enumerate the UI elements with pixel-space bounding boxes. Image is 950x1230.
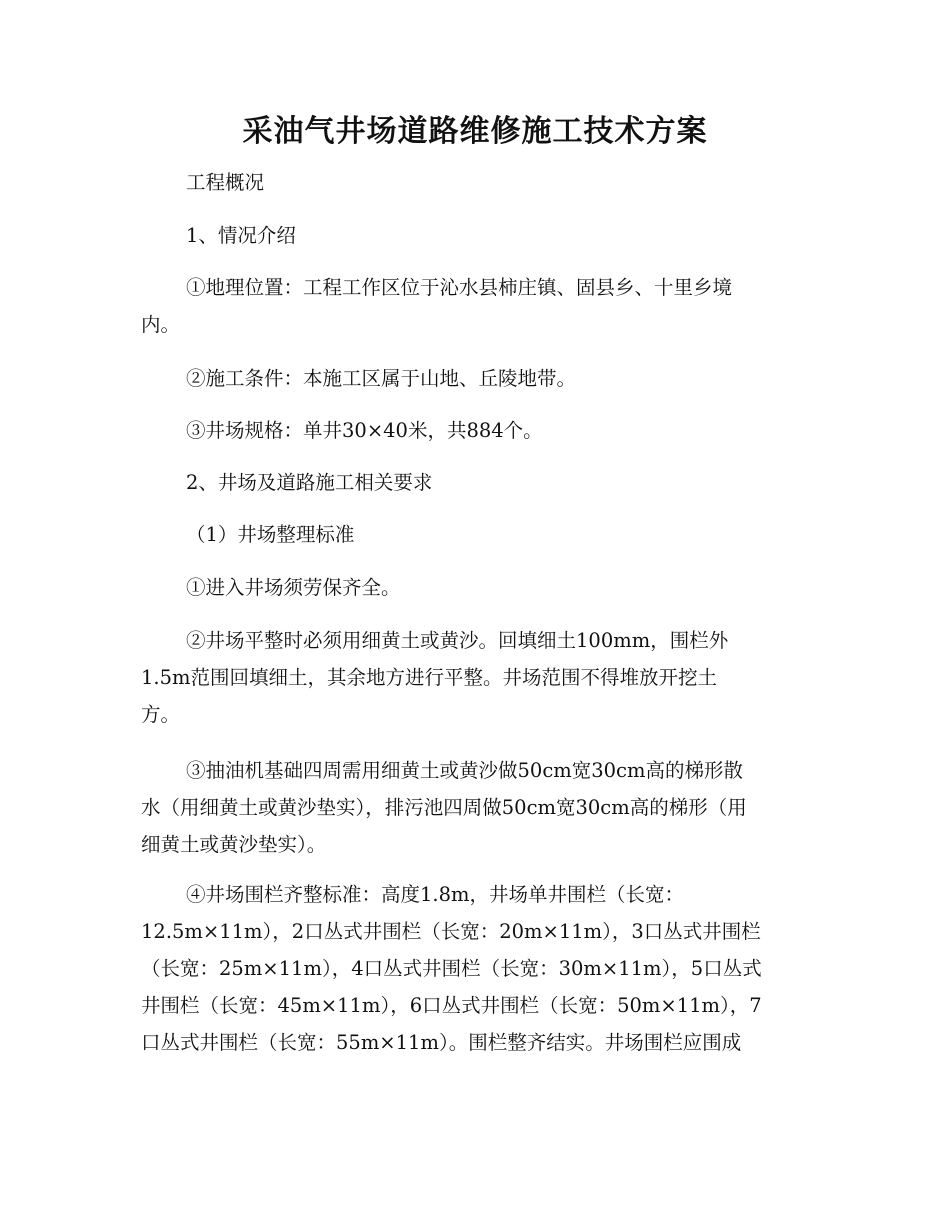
paragraph-location bbox=[141, 269, 811, 343]
item-leveling bbox=[141, 622, 811, 733]
paragraph-conditions: ②施工条件：本施工区属于山地、丘陵地带。 bbox=[186, 367, 577, 390]
paragraph-line: 细黄土或黄沙垫实）。 bbox=[141, 833, 327, 856]
paragraph-line: 1.5m范围回填细土，其余地方进行平整。井场范围不得堆放开挖土 bbox=[141, 666, 718, 689]
heading-overview: 工程概况 bbox=[186, 171, 265, 194]
paragraph-line: ③抽油机基础四周需用细黄土或黄沙做50cm宽30cm高的梯形散 bbox=[186, 759, 743, 782]
paragraph-line: 水（用细黄土或黄沙垫实），排污池四周做50cm宽30cm高的梯形（用 bbox=[141, 796, 747, 819]
document-title: 采油气井场道路维修施工技术方案 bbox=[242, 114, 708, 149]
heading-situation: 1、情况介绍 bbox=[186, 224, 296, 247]
paragraph-line: ①地理位置：工程工作区位于沁水县柿庄镇、固县乡、十里乡境 bbox=[186, 276, 733, 299]
paragraph-line: 内。 bbox=[141, 313, 181, 336]
paragraph-spec: ③井场规格：单井30×40米，共884个。 bbox=[186, 419, 543, 442]
paragraph-line: ④井场围栏齐整标准：高度1.8m，井场单井围栏（长宽： bbox=[186, 883, 685, 906]
paragraph-line: ②井场平整时必须用细黄土或黄沙。回填细土100mm，围栏外 bbox=[186, 629, 729, 652]
item-fence-standard bbox=[141, 876, 811, 1061]
paragraph-line: 口丛式井围栏（长宽：55m×11m）。围栏整齐结实。井场围栏应围成 bbox=[141, 1031, 742, 1054]
item-safety-gear: ①进入井场须劳保齐全。 bbox=[186, 576, 401, 599]
heading-requirements: 2、井场及道路施工相关要求 bbox=[186, 471, 433, 494]
paragraph-line: （长宽：25m×11m），4口丛式井围栏（长宽：30m×11m），5口丛式 bbox=[141, 957, 762, 980]
heading-wellsite-standard: （1）井场整理标准 bbox=[186, 523, 355, 546]
paragraph-line: 方。 bbox=[141, 703, 181, 726]
item-pumping-unit-base bbox=[141, 752, 811, 863]
paragraph-line: 井围栏（长宽：45m×11m），6口丛式井围栏（长宽：50m×11m），7 bbox=[141, 994, 762, 1017]
paragraph-line: 12.5m×11m），2口丛式井围栏（长宽：20m×11m），3口丛式井围栏 bbox=[141, 920, 761, 943]
